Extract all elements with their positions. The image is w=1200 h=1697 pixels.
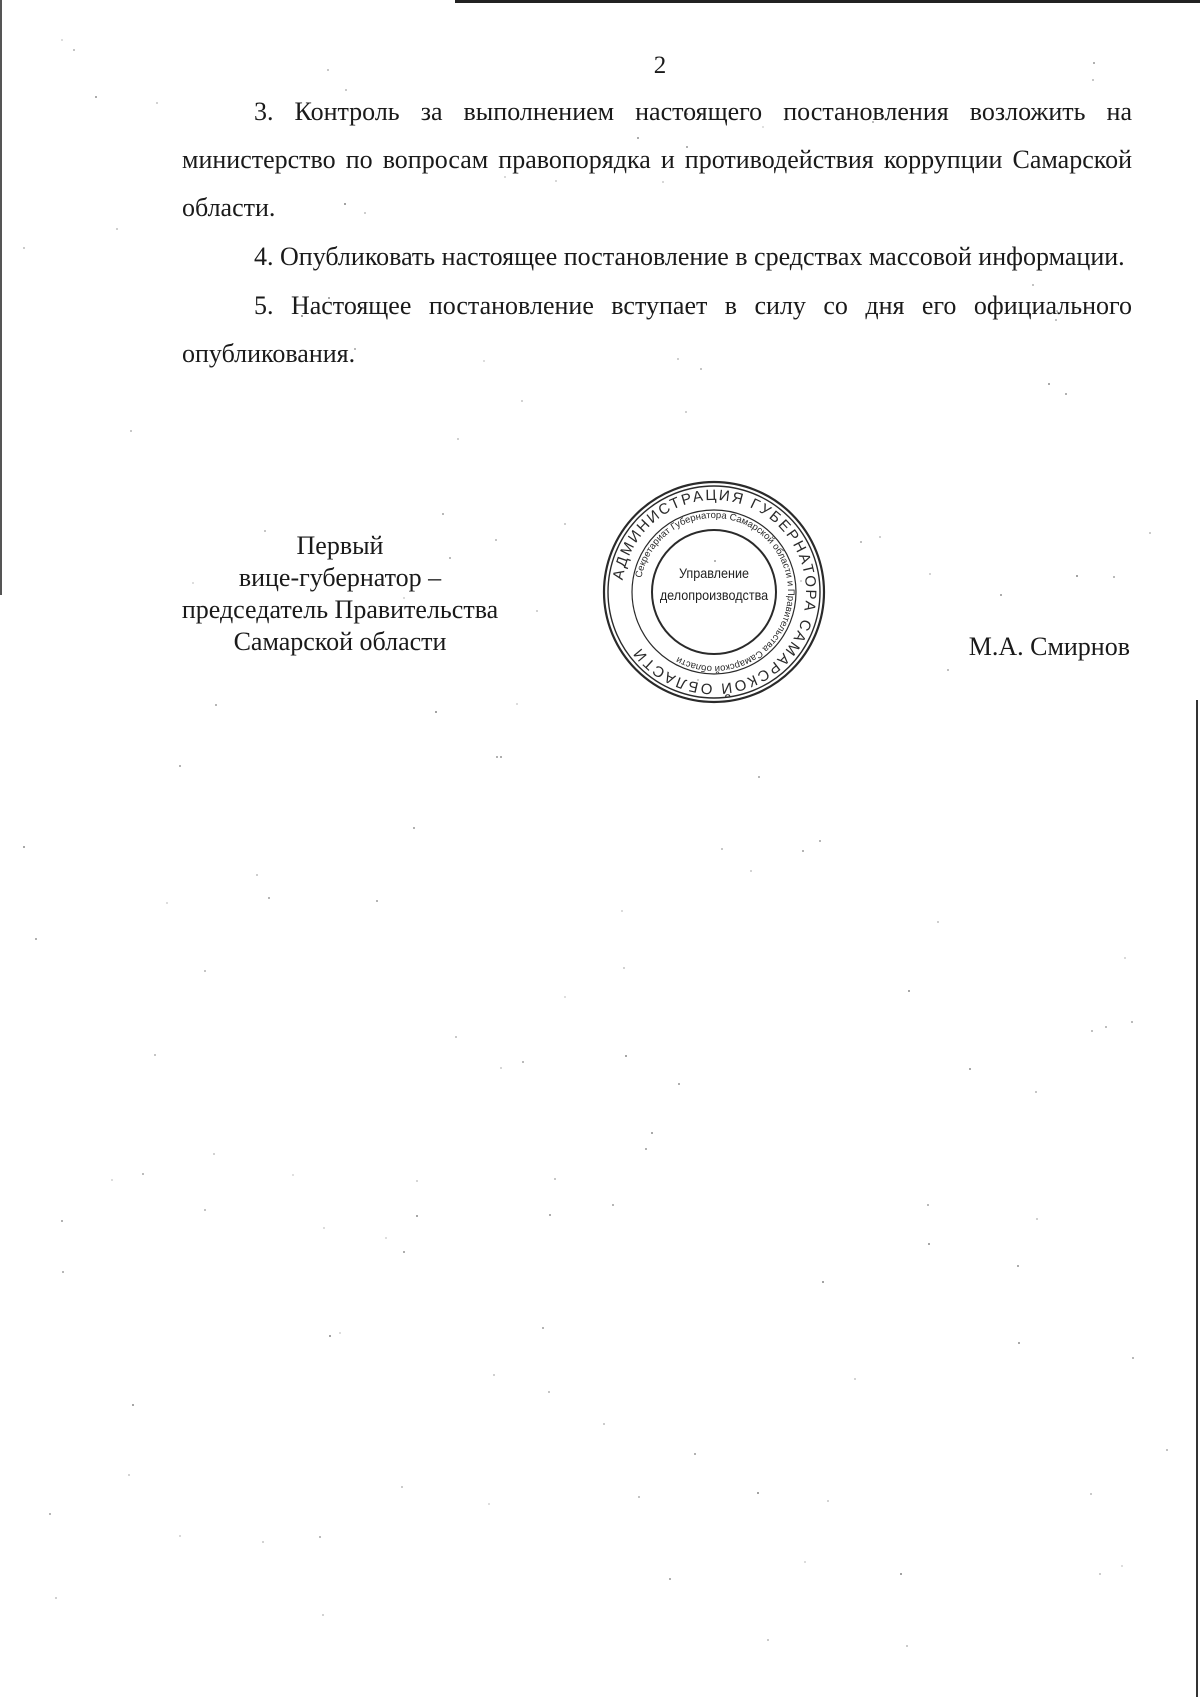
scan-speck [1099, 1573, 1101, 1575]
stamp-outer-textpath: АДМИНИСТРАЦИЯ ГУБЕРНАТОРА САМАРСКОЙ ОБЛАСТИ [609, 486, 820, 698]
scan-speck [292, 1174, 294, 1176]
paragraph-5: 5. Настоящее постановление вступает в силу со дня его официального опубликования. [182, 291, 1132, 368]
scan-speck [928, 1243, 930, 1245]
scan-speck [750, 870, 752, 872]
scan-speck [23, 247, 25, 249]
official-stamp [600, 478, 828, 706]
scan-speck [1065, 393, 1067, 395]
scan-speck [521, 400, 523, 402]
scan-speck [204, 970, 206, 972]
scan-speck [767, 1639, 769, 1641]
scan-speck [204, 1209, 206, 1211]
scan-speck [1131, 1021, 1133, 1023]
scan-speck [442, 513, 444, 515]
scan-speck [132, 1404, 134, 1406]
scan-speck [323, 1227, 325, 1229]
scan-speck [802, 850, 804, 852]
signatory-title-line: председатель Правительства [181, 595, 499, 624]
scan-speck [329, 1335, 331, 1337]
scan-speck [860, 541, 862, 543]
stamp-inner-textpath: Секретариат Губернатора Самарской области и Правительства Самарской области [633, 509, 797, 675]
scan-speck [804, 1561, 806, 1563]
scan-speck [413, 827, 415, 829]
scan-speck [1113, 576, 1115, 578]
scan-speck [929, 573, 931, 575]
scan-speck [554, 1178, 556, 1180]
scan-speck [548, 1391, 550, 1393]
scan-speck [721, 848, 723, 850]
scan-speck [130, 430, 132, 432]
scan-speck [256, 874, 258, 876]
scan-speck [213, 1153, 215, 1155]
scan-speck [401, 1486, 403, 1488]
scan-speck [154, 1054, 156, 1056]
paragraph-4: 4. Опубликовать настоящее постановление в средствах массовой информации. [254, 242, 1125, 271]
scan-speck [827, 1500, 829, 1502]
scan-speck [166, 902, 168, 904]
stamp-center-text [656, 562, 771, 606]
document-body [182, 88, 1132, 379]
scan-speck [268, 897, 270, 899]
scan-speck [179, 765, 181, 767]
scan-speck [623, 967, 625, 969]
scan-speck [625, 1055, 627, 1057]
scan-speck [927, 1204, 929, 1206]
scan-speck [947, 669, 949, 671]
scan-speck [638, 1496, 640, 1498]
signatory-title-line: Самарской области [233, 627, 447, 656]
scan-speck [416, 1215, 418, 1217]
scan-speck [435, 711, 437, 713]
scan-speck [35, 938, 37, 940]
scan-speck [969, 1068, 971, 1070]
scan-speck [678, 1083, 680, 1085]
scan-speck [1018, 1342, 1020, 1344]
scan-speck [612, 1204, 614, 1206]
scan-speck [142, 1173, 144, 1175]
signatory-title-line: вице-губернатор – [238, 563, 442, 592]
scan-speck [55, 1597, 57, 1599]
scan-speck [536, 610, 538, 612]
scan-speck [1166, 1449, 1168, 1451]
scan-speck [416, 1180, 418, 1182]
scan-speck [879, 536, 881, 538]
scan-speck [179, 1535, 181, 1537]
signatory-title [150, 530, 530, 658]
scan-speck [621, 910, 623, 912]
scan-speck [62, 1271, 64, 1273]
scan-speck [603, 1423, 605, 1425]
scan-speck [488, 1503, 490, 1505]
scan-speck [522, 1061, 524, 1063]
scan-speck [542, 1327, 544, 1329]
scan-speck [819, 840, 821, 842]
scan-speck [1105, 1026, 1107, 1028]
paragraph-3: 3. Контроль за выполнением настоящего постановления возложить на министерство по вопросам правопорядка и противодействия коррупции Самарской области. [182, 97, 1132, 222]
scan-speck [111, 1179, 113, 1181]
scan-speck [1132, 1357, 1134, 1359]
scan-speck [758, 776, 760, 778]
scan-speck [685, 411, 687, 413]
scan-speck [651, 1132, 653, 1134]
scan-speck [854, 1378, 856, 1380]
scan-speck [455, 1036, 457, 1038]
scan-speck [403, 1251, 405, 1253]
scan-speck [215, 704, 217, 706]
signatory-name: М.А. Смирнов [968, 632, 1130, 661]
scan-speck [822, 1281, 824, 1283]
scan-speck [1035, 1091, 1037, 1093]
scan-speck [496, 756, 498, 758]
scan-speck [1000, 594, 1002, 596]
scan-speck [23, 846, 25, 848]
scan-speck [322, 1614, 324, 1616]
scan-speck [937, 921, 939, 923]
scan-speck [376, 900, 378, 902]
page-number: 2 [653, 52, 667, 79]
scan-speck [1124, 957, 1126, 959]
signatory-title-line: Первый [296, 531, 384, 560]
scan-speck [262, 1541, 264, 1543]
scan-speck [516, 703, 518, 705]
scan-speck [61, 1220, 63, 1222]
scan-speck [500, 1067, 502, 1069]
scan-speck [564, 996, 566, 998]
scan-speck [457, 438, 459, 440]
scan-speck [319, 1536, 321, 1538]
scan-speck [116, 228, 118, 230]
scan-speck [549, 1214, 551, 1216]
scan-speck [669, 1578, 671, 1580]
scan-speck [1091, 1030, 1093, 1032]
scan-speck [493, 1374, 495, 1376]
stamp-center-line: делопроизводства [659, 587, 769, 603]
scan-speck [564, 523, 566, 525]
scan-speck [128, 1474, 130, 1476]
scan-speck [1017, 1265, 1019, 1267]
scan-speck [906, 1645, 908, 1647]
scan-speck [1048, 383, 1050, 385]
scan-speck [908, 990, 910, 992]
scan-speck [900, 1573, 902, 1575]
scan-speck [49, 1513, 51, 1515]
scan-speck [1090, 1493, 1092, 1495]
scan-speck [156, 102, 158, 104]
scan-speck [1036, 1218, 1038, 1220]
stamp-center-line: Управление [678, 565, 750, 581]
scan-speck [694, 1453, 696, 1455]
scan-speck [1121, 1565, 1123, 1567]
scan-speck [645, 1148, 647, 1150]
scan-speck [500, 756, 502, 758]
scan-speck [1076, 575, 1078, 577]
scan-speck [1149, 532, 1151, 534]
scan-speck [757, 1492, 759, 1494]
scan-edge-right [1196, 700, 1198, 1697]
scan-speck [339, 1332, 341, 1334]
scan-speck [385, 1237, 387, 1239]
